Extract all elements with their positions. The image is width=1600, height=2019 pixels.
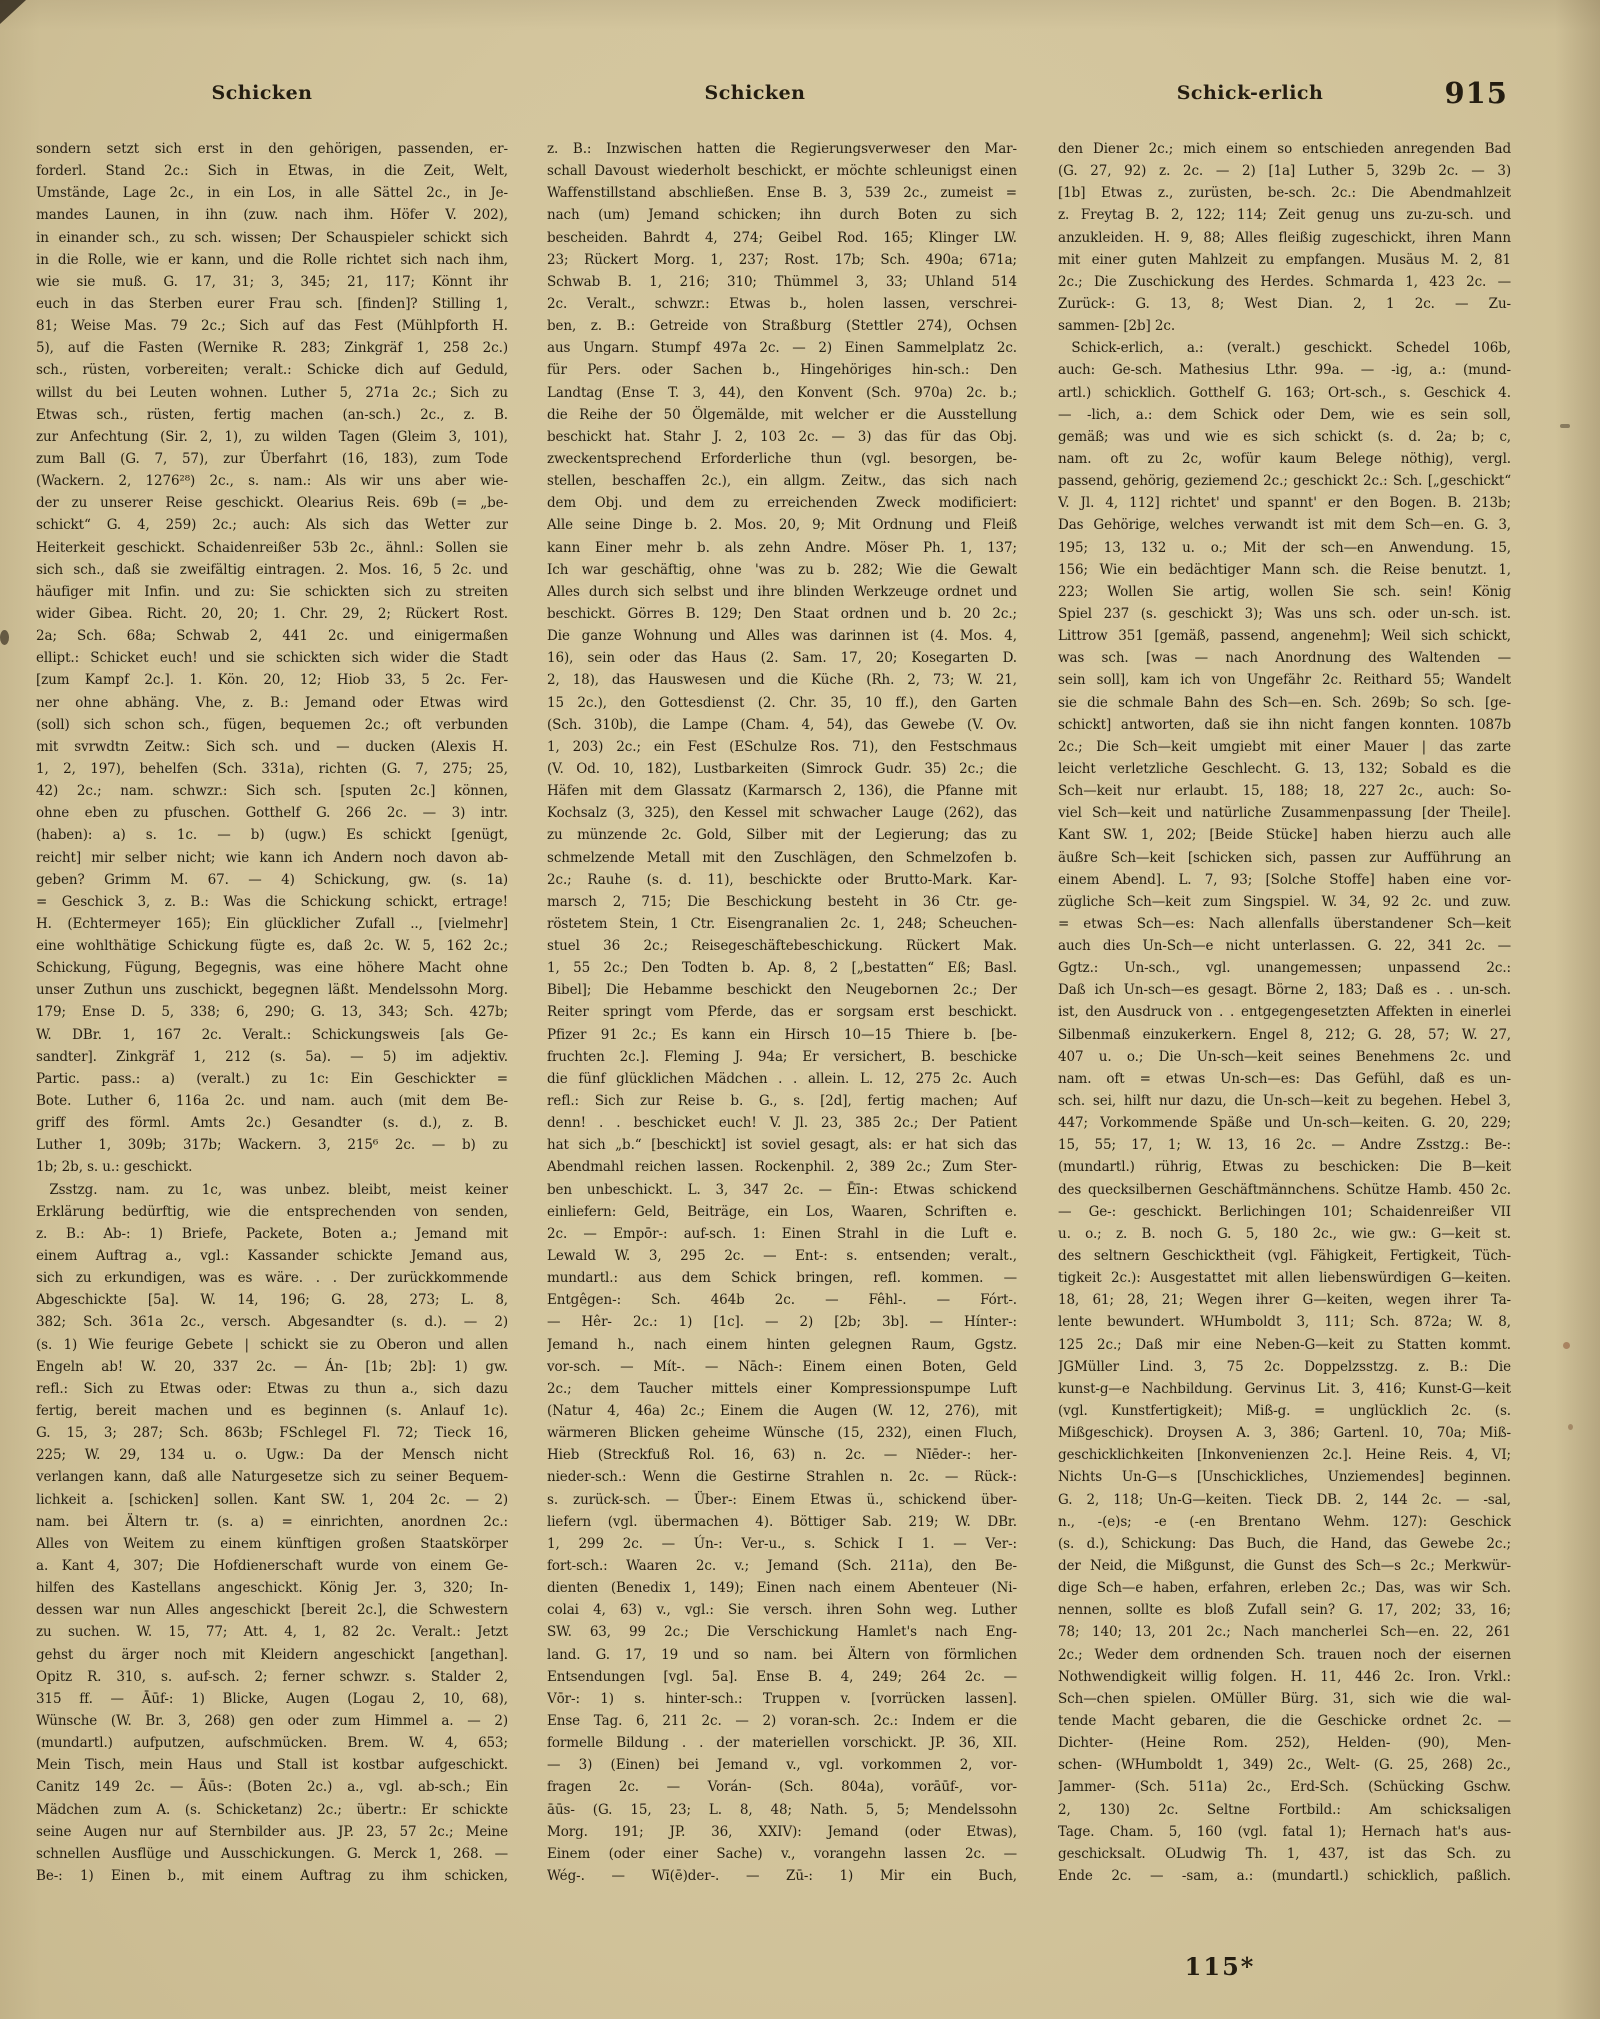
text-line: geschicksalt. OLudwig Th. 1, 437, ist das Sch. zu xyxy=(1058,1845,1511,1862)
text-line: nam. oft = etwas Un-sch—es: Das Gefühl, daß es un- xyxy=(1058,1070,1511,1087)
text-line: nam. oft zu 2c, wofür kaum Belege nöthig), vergl. xyxy=(1058,450,1511,467)
text-line: Schickung, Fügung, Begegnis, was eine höhere Macht ohne xyxy=(36,960,508,977)
text-line: ist, den Ausdruck von . . entgegengesetzten Affekten in einerlei xyxy=(1058,1004,1511,1021)
text-line: Mädchen zum A. (s. Schicketanz) 2c.; übertr.: Er schickte xyxy=(36,1801,508,1818)
scan-corner-smudge xyxy=(0,0,26,24)
text-line: vor-sch. — Mít-. — Nāch-: Einem einen Boten, Geld xyxy=(547,1358,1017,1375)
text-line: zum Ball (G. 7, 57), zur Überfahrt (16, 183), zum Tode xyxy=(36,450,508,467)
text-line: Lewald W. 3, 295 2c. — Ent-: s. entsenden; veralt., xyxy=(547,1248,1017,1265)
text-line: s. zurück-sch. — Über-: Einem Etwas ü., schickend über- xyxy=(547,1491,1017,1508)
text-line: beschickt. Görres B. 129; Den Staat ordnen und b. 20 2c.; xyxy=(547,605,1017,622)
text-line: die Reihe der 50 Ölgemälde, mit welcher er die Ausstellung xyxy=(547,406,1017,423)
text-line: 2c. Veralt., schwzr.: Etwas b., holen lassen, verschrei- xyxy=(547,295,1017,312)
text-line: Entgêgen-: Sch. 464b 2c. — Fêhl-. — Fórt-. xyxy=(547,1292,1017,1309)
text-line: den Diener 2c.; mich einem so entschieden anregenden Bad xyxy=(1058,141,1511,157)
text-line: hilfen des Kastellans angeschickt. König Jer. 3, 320; In- xyxy=(36,1580,508,1597)
text-line: = etwas Sch—es: Nach allenfalls überstandener Sch—keit xyxy=(1058,915,1511,932)
text-line: sch., rüsten, vorbereiten; veralt.: Schicke dich auf Geduld, xyxy=(36,362,508,379)
text-line: Wég-. — Wī(ē)der-. — Zū-: 1) Mir ein Buch, xyxy=(547,1867,1017,1884)
text-line: zügliche Sch—keit zum Singspiel. W. 34, 92 2c. und zuw. xyxy=(1058,893,1511,910)
ink-spot xyxy=(1560,424,1570,428)
text-line: 125 2c.; Daß mir eine Neben-G—keit zu Statten kommt. xyxy=(1058,1336,1511,1353)
dictionary-column-2 xyxy=(547,138,1017,1894)
text-line: Dichter- (Heine Rom. 252), Helden- (90), Men- xyxy=(1058,1735,1511,1752)
text-line: 42) 2c.; nam. schwzr.: Sich sch. [sputen 2c.] können, xyxy=(36,783,508,800)
text-line: (Natur 4, 46a) 2c.; Einem die Augen (W. 12, 276), mit xyxy=(547,1403,1017,1420)
text-line: des seltnern Geschicktheit (vgl. Fähigkeit, Fertigkeit, Tüch- xyxy=(1058,1248,1511,1265)
text-line: = Geschick 3, z. B.: Was die Schickung schickt, ertrage! xyxy=(36,893,508,910)
text-line: Daß ich Un-sch—es gesagt. Börne 2, 183; Daß es . . un-sch. xyxy=(1058,982,1511,999)
text-line: Einem (oder einer Sache) v., vorangehn lassen 2c. — xyxy=(547,1845,1017,1862)
text-line: land. G. 17, 19 und so nam. bei Ältern von förmlichen xyxy=(547,1646,1017,1663)
text-line: Umstände, Lage 2c., in ein Los, in alle Sättel 2c., in Je- xyxy=(36,185,508,202)
text-line: formelle Bildung . . der materiellen vorschickt. JP. 36, XII. xyxy=(547,1735,1017,1752)
text-line: mundartl.: aus dem Schick bringen, refl. kommen. — xyxy=(547,1270,1017,1287)
text-line: 2, 18), das Hauswesen und die Küche (Rh. 2, 73; W. 21, xyxy=(547,672,1017,689)
page-number: 915 xyxy=(1444,76,1508,110)
text-line: lichkeit a. [schicken] sollen. Kant SW. 1, 204 2c. — 2) xyxy=(36,1491,508,1508)
text-line: — -lich, a.: dem Schick oder Dem, wie es sein soll, xyxy=(1058,406,1511,423)
text-line: hat sich „b.“ [beschickt] ist soviel gesagt, als: er hat sich das xyxy=(547,1137,1017,1154)
text-line: Littrow 351 [gemäß, passend, angenehm]; Weil sich schickt, xyxy=(1058,628,1511,645)
text-line: reicht] mir selber nicht; wie kann ich Andern noch davon ab- xyxy=(36,849,508,866)
text-line: Opitz R. 310, s. auf-sch. 2; ferner schwzr. s. Stalder 2, xyxy=(36,1668,508,1685)
text-line: tende Macht gebaren, die die Geschicke ordnet 2c. — xyxy=(1058,1712,1511,1729)
text-line: Schick-erlich, a.: (veralt.) geschickt. Schedel 106b, xyxy=(1058,340,1511,357)
text-line: Spiel 237 (s. geschickt 3); Was uns sch. oder un-sch. ist. xyxy=(1058,605,1511,622)
text-line: röstetem Stein, 1 Ctr. Eisengranalien 2c. 1, 248; Scheuchen- xyxy=(547,915,1017,932)
text-line: Ich war geschäftig, ohne 'was zu b. 282; Wie die Gewalt xyxy=(547,561,1017,578)
text-line: 23; Rückert Morg. 1, 237; Rost. 17b; Sch. 490a; 671a; xyxy=(547,251,1017,268)
text-line: Ende 2c. — -sam, a.: (mundartl.) schicklich, paßlich. xyxy=(1058,1867,1511,1884)
text-line: Sch—keit nur erlaubt. 15, 188; 18, 227 2c., auch: So- xyxy=(1058,783,1511,800)
text-line: Alle seine Dinge b. 2. Mos. 20, 9; Mit Ordnung und Fleiß xyxy=(547,517,1017,534)
text-line: Bote. Luther 6, 116a 2c. und nam. auch (mit dem Be- xyxy=(36,1093,508,1110)
text-line: einem Abend]. L. 7, 93; [Solche Stoffe] haben eine vor- xyxy=(1058,871,1511,888)
dictionary-column-3 xyxy=(1058,138,1511,1894)
text-line: sie die schmale Bahn des Sch—en. Sch. 269b; So sch. [ge- xyxy=(1058,694,1511,711)
text-line: Waffenstillstand abschließen. Ense B. 3, 539 2c., zumeist = xyxy=(547,185,1017,202)
text-line: Entsendungen [vgl. 5a]. Ense B. 4, 249; 264 2c. — xyxy=(547,1668,1017,1685)
text-line: ben unbeschickt. L. 3, 347 2c. — Ēīn-: Etwas schickend xyxy=(547,1181,1017,1198)
text-line: Ggtz.: Un-sch., vgl. unangemessen; unpassend 2c.: xyxy=(1058,960,1511,977)
text-line: — 3) (Einen) bei Jemand v., vgl. vorkommen 2, vor- xyxy=(547,1757,1017,1774)
text-line: V. Jl. 4, 112] richtet' und spannt' er den Bogen. B. 213b; xyxy=(1058,495,1511,512)
text-line: Tage. Cham. 5, 160 (vgl. fatal 1); Hernach hat's aus- xyxy=(1058,1823,1511,1840)
text-line: mandes Launen, in ihn (zuw. nach ihm. Höfer V. 202), xyxy=(36,207,508,224)
text-line: 2c.; Rauhe (s. d. 11), beschickte oder Brutto-Mark. Kar- xyxy=(547,871,1017,888)
text-line: [1b] Etwas z., zurüsten, be-sch. 2c.: Die Abendmahlzeit xyxy=(1058,185,1511,202)
text-line: H. (Echtermeyer 165); Ein glücklicher Zufall .., [vielmehr] xyxy=(36,915,508,932)
text-line: in die Rolle, wie er kann, und die Rolle richtet sich nach ihm, xyxy=(36,251,508,268)
text-line: schickt] antworten, daß sie ihn nicht fangen konnten. 1087b xyxy=(1058,716,1511,733)
text-line: was sch. [was — nach Anordnung des Waltenden — xyxy=(1058,650,1511,667)
text-line: a. Kant 4, 307; Die Hofdienerschaft wurde von einem Ge- xyxy=(36,1558,508,1574)
text-line: 1b; 2b, s. u.: geschickt. xyxy=(36,1159,193,1176)
text-line: u. o.; z. B. noch G. 5, 180 2c., wie gw.: G—keit st. xyxy=(1058,1225,1511,1242)
text-line: stellen, beschaffen 2c.), ein allgm. Zeitw., das sich nach xyxy=(547,473,1017,490)
text-line: viel Sch—keit und natürliche Zusammenpassung [der Theile]. xyxy=(1058,805,1511,822)
text-line: nach (um) Jemand schicken; ihn durch Boten zu sich xyxy=(547,207,1017,224)
text-line: n., -(e)s; -e (-en Brentano Wehm. 127): Geschick xyxy=(1058,1513,1511,1530)
text-line: (Wackern. 2, 1276²⁸) 2c., s. nam.: Als wir uns aber wie- xyxy=(36,473,508,490)
text-line: Jemand h., nach einem hinten gelegnen Raum, Ggstz. xyxy=(547,1336,1017,1353)
text-line: Alles durch sich selbst und ihre blinden Werkzeuge ordnet und xyxy=(547,583,1017,600)
text-line: die fünf glücklichen Mädchen . . allein. L. 12, 275 2c. Auch xyxy=(547,1070,1017,1087)
text-line: 1, 55 2c.; Den Todten b. Ap. 8, 2 [„bestatten“ Eß; Basl. xyxy=(547,960,1017,977)
text-line: kann Einer mehr b. als zehn Andre. Möser Ph. 1, 137; xyxy=(547,539,1017,556)
text-line: refl.: Sich zur Reise b. G., s. [2d], fertig machen; Auf xyxy=(547,1093,1017,1110)
text-line: für Pers. oder Sachen b., Hingehöriges hin-sch.: Den xyxy=(547,362,1017,379)
text-line: 16), sein oder das Haus (2. Sam. 17, 20; Kosegarten D. xyxy=(547,650,1017,667)
text-line: z. Freytag B. 2, 122; 114; Zeit genug uns zu-zu-sch. und xyxy=(1058,207,1511,224)
text-line: Bibel]; Die Hebamme beschickt den Neugebornen 2c.; Der xyxy=(547,982,1017,999)
text-line: JGMüller Lind. 3, 75 2c. Doppelzsstzg. z. B.: Die xyxy=(1058,1358,1511,1375)
text-line: Partic. pass.: a) (veralt.) zu 1c: Ein Geschickter = xyxy=(36,1070,508,1087)
text-line: unser Zuthun uns zuschickt, begegnen läßt. Mendelssohn Morg. xyxy=(36,982,508,999)
text-line: 179; Ense D. 5, 338; 6, 290; G. 13, 343; Sch. 427b; xyxy=(36,1004,508,1021)
text-line: der Neid, die Mißgunst, die Gunst des Sch—s 2c.; Merkwür- xyxy=(1058,1558,1511,1574)
text-line: (s. 1) Wie feurige Gebete | schickt sie zu Oberon und allen xyxy=(36,1336,508,1353)
text-line: Das Gehörige, welches verwandt ist mit dem Sch—en. G. 3, xyxy=(1058,517,1511,534)
text-line: 81; Weise Mas. 79 2c.; Sich auf das Fest (Mühlpforth H. xyxy=(36,318,508,335)
text-line: gehst du ärger noch mit Kleidern angeschickt [angethan]. xyxy=(36,1646,508,1663)
text-line: — Hêr- 2c.: 1) [1c]. — 2) [2b; 3b]. — Hínter-: xyxy=(547,1314,1017,1331)
text-line: Mein Tisch, mein Haus und Stall ist kostbar aufgeschickt. xyxy=(36,1757,508,1774)
text-line: colai 4, 63) v., vgl.: Sie versch. ihren Sohn weg. Luther xyxy=(547,1602,1017,1619)
text-line: sich zu erkundigen, was es wäre. . . Der zurückkommende xyxy=(36,1270,508,1287)
text-line: ellipt.: Schicket euch! und sie schickten sich wider die Stadt xyxy=(36,650,508,667)
text-line: mit svrwdtn Zeitw.: Sich sch. und — ducken (Alexis H. xyxy=(36,738,508,755)
ink-spot xyxy=(1563,1342,1570,1349)
text-line: Nichts Un-G—s [Unschickliches, Unziemendes] beginnen. xyxy=(1058,1469,1511,1486)
text-line: 407 u. o.; Die Un-sch—keit seines Benehmens 2c. und xyxy=(1058,1048,1511,1065)
text-line: dem Obj. und dem zu erreichenden Zweck modificiert: xyxy=(547,495,1017,512)
text-line: sandter]. Zinkgräf 1, 212 (s. 5a). — 5) im adjektiv. xyxy=(36,1048,508,1065)
text-line: zweckentsprechend Erforderliche thun (vgl. besorgen, be- xyxy=(547,450,1017,467)
running-head-left: Schicken xyxy=(211,82,313,104)
text-line: 15 2c.), den Gottesdienst (2. Chr. 35, 10 ff.), den Garten xyxy=(547,694,1017,711)
text-line: 447; Vorkommende Späße und Un-sch—keiten. G. 20, 229; xyxy=(1058,1115,1511,1132)
text-line: Erklärung bedürftig, wie die entsprechenden von senden, xyxy=(36,1203,508,1220)
text-line: ben, z. B.: Getreide von Straßburg (Stettler 274), Ochsen xyxy=(547,318,1017,335)
text-line: geben? Grimm M. 67. — 4) Schickung, gw. (s. 1a) xyxy=(36,871,508,888)
text-line: lente bewundert. WHumboldt 3, 111; Sch. 872a; W. 8, xyxy=(1058,1314,1511,1331)
text-line: Be-: 1) Einen b., mit einem Auftrag zu ihm schicken, xyxy=(36,1867,508,1884)
text-line: mit einer guten Mahlzeit zu empfangen. Musäus M. 2, 81 xyxy=(1058,251,1511,268)
text-line: 1, 203) 2c.; ein Fest (ESchulze Ros. 71), den Festschmaus xyxy=(547,738,1017,755)
text-line: Morg. 191; JP. 36, XXIV): Jemand (oder Etwas), xyxy=(547,1823,1017,1840)
text-line: auch dies Un-Sch—e nicht unterlassen. G. 22, 341 2c. — xyxy=(1058,938,1511,955)
text-line: geschicklichkeiten [Inkonvenienzen 2c.]. Heine Reis. 4, VI; xyxy=(1058,1447,1511,1464)
text-line: fragen 2c. — Vorán- (Sch. 804a), vorāūf-, vor- xyxy=(547,1779,1017,1796)
text-line: Jammer- (Sch. 511a) 2c., Erd-Sch. (Schücking Gschw. xyxy=(1058,1779,1511,1796)
text-line: artl.) schicklich. Gotthelf G. 163; Ort-sch., s. Geschick 4. xyxy=(1058,384,1511,401)
text-line: griff des förml. Amts 2c.) Gesandter (s. d.), z. B. xyxy=(36,1115,508,1132)
text-line: 1, 299 2c. — Ún-: Ver-u., s. Schick I 1. — Ver-: xyxy=(547,1535,1017,1552)
text-line: 382; Sch. 361a 2c., versch. Abgesandter (s. d.). — 2) xyxy=(36,1314,508,1331)
text-line: 18, 61; 28, 21; Wegen ihrer G—keiten, wegen ihrer Ta- xyxy=(1058,1292,1511,1309)
text-line: 225; W. 29, 134 u. o. Ugw.: Da der Mensch nicht xyxy=(36,1447,508,1464)
text-line: liefern (vgl. übermachen 4). Böttiger Sab. 219; W. DBr. xyxy=(547,1513,1017,1530)
text-line: schnellen Ausflüge und Ausschickungen. G. Merck 1, 268. — xyxy=(36,1845,508,1862)
text-line: schall Davoust wiederholt beschickt, er möchte schleunigst einen xyxy=(547,163,1017,180)
text-line: kunst-g—e Nachbildung. Gervinus Lit. 3, 416; Kunst-G—keit xyxy=(1058,1380,1511,1397)
text-line: sein soll], kam ich von Ungefähr 2c. Reithard 55; Wandelt xyxy=(1058,672,1511,689)
text-line: Silbenmaß einzukerkern. Engel 8, 212; G. 28, 57; W. 27, xyxy=(1058,1026,1511,1043)
text-line: Ense Tag. 6, 211 2c. — 2) voran-sch. 2c.: Indem er die xyxy=(547,1712,1017,1729)
text-line: (mundartl.) rührig, Etwas zu beschicken: Die B—keit xyxy=(1058,1159,1511,1176)
text-line: 78; 140; 13, 201 2c.; Nach mancherlei Sch—en. 22, 261 xyxy=(1058,1624,1511,1641)
text-line: fort-sch.: Waaren 2c. v.; Jemand (Sch. 211a), den Be- xyxy=(547,1558,1017,1574)
text-line: gemäß; was und wie es sich schickt (s. d. 2a; b; c, xyxy=(1058,428,1511,445)
text-line: 195; 13, 132 u. o.; Mit der sch—en Anwendung. 15, xyxy=(1058,539,1511,556)
text-line: Reiter springt vom Pferde, das er sorgsam erst beschickt. xyxy=(547,1004,1017,1021)
text-line: Heiterkeit geschickt. Schaidenreißer 53b 2c., ähnl.: Sollen sie xyxy=(36,539,508,556)
text-line: Hieb (Streckfuß Rol. 16, 63) n. 2c. — Nīēder-: her- xyxy=(547,1447,1017,1464)
text-line: Wünsche (W. Br. 3, 268) gen oder zum Himmel a. — 2) xyxy=(36,1712,508,1729)
text-line: Abendmahl reichen lassen. Rockenphil. 2, 389 2c.; Zum Ster- xyxy=(547,1159,1017,1176)
text-line: Nothwendigkeit willig folgen. H. 11, 446 2c. Iron. Vrkl.: xyxy=(1058,1668,1511,1685)
dictionary-column-1 xyxy=(36,138,508,1894)
text-line: in einander sch., zu sch. wissen; Der Schauspieler schickt sich xyxy=(36,229,508,246)
text-line: Häfen mit dem Glassatz (Karmarsch 2, 136), die Pfanne mit xyxy=(547,783,1017,800)
text-line: 1, 2, 197), behelfen (Sch. 331a), richten (G. 7, 275; 25, xyxy=(36,760,508,777)
text-line: Etwas sch., rüsten, fertig machen (an-sch.) 2c., z. B. xyxy=(36,406,508,423)
ink-spot xyxy=(0,630,9,645)
text-line: 2a; Sch. 68a; Schwab 2, 441 2c. und einigermaßen xyxy=(36,628,508,645)
text-line: marsch 2, 715; Die Beschickung besteht in 36 Ctr. ge- xyxy=(547,893,1017,910)
text-line: dige Sch—e haben, erfahren, erleben 2c.; Das, was wir Sch. xyxy=(1058,1580,1511,1597)
text-line: Alles von Weitem zu einem künftigen großen Staatskörper xyxy=(36,1535,508,1552)
text-line: Vōr-: 1) s. hinter-sch.: Truppen v. [vorrücken lassen]. xyxy=(547,1690,1017,1707)
text-line: der zu unserer Reise geschickt. Olearius Reis. 69b (= „be- xyxy=(36,495,508,512)
text-line: Mißgeschick). Droysen A. 3, 386; Gartenl. 10, 70a; Miß- xyxy=(1058,1425,1511,1442)
signature-mark: 115* xyxy=(1184,1952,1256,1981)
text-line: z. B.: Inzwischen hatten die Regierungsverweser den Mar- xyxy=(547,141,1017,157)
text-line: fruchten 2c.]. Fleming J. 94a; Er versichert, B. beschicke xyxy=(547,1048,1017,1065)
text-line: (s. d.), Schickung: Das Buch, die Hand, das Gewebe 2c.; xyxy=(1058,1535,1511,1552)
text-line: zur Anfechtung (Sir. 2, 1), zu wilden Tagen (Gleim 3, 101), xyxy=(36,428,508,445)
text-line: wie sie muß. G. 17, 31; 3, 345; 21, 117; Könnt ihr xyxy=(36,273,508,290)
text-line: nieder-sch.: Wenn die Gestirne Strahlen n. 2c. — Rück-: xyxy=(547,1469,1017,1486)
ink-spot xyxy=(1568,1424,1573,1430)
text-line: anzukleiden. H. 9, 88; Alles fleißig zugeschickt, ihren Mann xyxy=(1058,229,1511,246)
text-line: 2, 130) 2c. Seltne Fortbild.: Am schicksaligen xyxy=(1058,1801,1511,1818)
text-line: leicht verletzliche Geschlecht. G. 13, 132; Sobald es die xyxy=(1058,760,1511,777)
text-line: Die ganze Wohnung und Alles was darinnen ist (4. Mos. 4, xyxy=(547,628,1017,645)
text-line: Luther 1, 309b; 317b; Wackern. 3, 215⁶ 2c. — b) zu xyxy=(36,1137,508,1154)
text-line: dessen war nun Alles angeschickt [bereit 2c.], die Schwestern xyxy=(36,1602,508,1619)
text-line: stuel 36 2c.; Reisegeschäftebeschickung. Rückert Mak. xyxy=(547,938,1017,955)
text-line: (G. 27, 92) z. 2c. — 2) [1a] Luther 5, 329b 2c. — 3) xyxy=(1058,163,1511,180)
text-line: aus Ungarn. Stumpf 497a 2c. — 2) Einen Sammelplatz 2c. xyxy=(547,340,1017,357)
text-line: Canitz 149 2c. — Āūs-: (Boten 2c.) a., vgl. ab-sch.; Ein xyxy=(36,1779,508,1796)
text-line: 223; Wollen Sie artig, wollen Sie sch. sein! König xyxy=(1058,583,1511,600)
text-line: willst du bei Leuten wohnen. Luther 5, 271a 2c.; Sich zu xyxy=(36,384,508,401)
text-line: Kant SW. 1, 202; [Beide Stücke] haben hierzu auch alle xyxy=(1058,827,1511,844)
text-line: denn! . . beschicket euch! V. Jl. 23, 385 2c.; Der Patient xyxy=(547,1115,1017,1132)
text-line: z. B.: Ab-: 1) Briefe, Packete, Boten a.; Jemand mit xyxy=(36,1225,508,1242)
text-line: eine wohlthätige Schickung fügte es, daß 2c. W. 5, 162 2c.; xyxy=(36,938,508,955)
text-line: Schwab B. 1, 216; 310; Thümmel 3, 33; Uhland 514 xyxy=(547,273,1017,290)
text-line: sondern setzt sich erst in den gehörigen, passenden, er- xyxy=(36,141,508,157)
text-line: nam. bei Ältern tr. (s. a) = einrichten, anordnen 2c.: xyxy=(36,1513,508,1530)
text-line: ohne eben zu pfuschen. Gotthelf G. 266 2c. — 3) intr. xyxy=(36,805,508,822)
text-line: schmelzende Metall mit den Zuschlägen, den Schmelzofen b. xyxy=(547,849,1017,866)
text-line: Kochsalz (3, 325), den Kessel mit schwacher Lauge (262), das xyxy=(547,805,1017,822)
text-line: G. 15, 3; 287; Sch. 863b; FSchlegel Fl. 72; Tieck 16, xyxy=(36,1425,508,1442)
text-line: forderl. Stand 2c.: Sich in Etwas, in die Zeit, Welt, xyxy=(36,163,508,180)
text-line: 315 ff. — Āūf-: 1) Blicke, Augen (Logau 2, 10, 68), xyxy=(36,1690,508,1707)
text-line: zu münzende 2c. Gold, Silber mit der Legierung; das zu xyxy=(547,827,1017,844)
text-line: (vgl. Kunstfertigkeit); Miß-g. = unglücklich 2c. (s. xyxy=(1058,1403,1511,1420)
text-line: 2c.; Weder dem ordnenden Sch. trauen noch der eisernen xyxy=(1058,1646,1511,1663)
text-line: tigkeit 2c.): Ausgestattet mit allen liebenswürdigen G—keiten. xyxy=(1058,1270,1511,1287)
text-line: (haben): a) s. 1c. — b) (ugw.) Es schickt [genügt, xyxy=(36,827,508,844)
text-line: Landtag (Ense T. 3, 44), den Konvent (Sch. 970a) 2c. b.; xyxy=(547,384,1017,401)
text-line: refl.: Sich zu Etwas oder: Etwas zu thun a., sich dazu xyxy=(36,1380,508,1397)
text-line: (Sch. 310b), die Lampe (Cham. 4, 54), das Gewebe (V. Ov. xyxy=(547,716,1017,733)
text-line: auch: Ge-sch. Mathesius Lthr. 99a. — -ig, a.: (mund- xyxy=(1058,362,1511,379)
text-line: dienten (Benedix 1, 149); Einen nach einem Abenteuer (Ni- xyxy=(547,1580,1017,1597)
text-line: Sch—chen spielen. OMüller Bürg. 31, sich wie die wal- xyxy=(1058,1690,1511,1707)
running-head-center: Schicken xyxy=(704,82,806,104)
text-line: Zsstzg. nam. zu 1c, was unbez. bleibt, meist keiner xyxy=(36,1181,508,1198)
text-line: häufiger mit Infin. und zu: Sie schickten sich zu streiten xyxy=(36,583,508,600)
text-line: Engeln ab! W. 20, 337 2c. — Án- [1b; 2b]: 1) gw. xyxy=(36,1358,508,1375)
text-line: 2c. — Empōr-: auf-sch. 1: Einen Strahl in die Luft e. xyxy=(547,1225,1017,1242)
text-line: schen- (WHumboldt 1, 349) 2c., Welt- (G. 25, 268) 2c., xyxy=(1058,1757,1511,1774)
text-line: [zum Kampf 2c.]. 1. Kön. 20, 12; Hiob 33, 5 2c. Fer- xyxy=(36,672,508,689)
text-line: 156; Wie ein bedächtiger Mann sch. die Reise benutzt. 1, xyxy=(1058,561,1511,578)
text-line: schickt“ G. 4, 259) 2c.; auch: Als sich das Wetter zur xyxy=(36,517,508,534)
text-line: (V. Od. 10, 182), Lustbarkeiten (Simrock Gudr. 35) 2c.; die xyxy=(547,760,1017,777)
running-head-right: Schick-erlich xyxy=(1176,82,1324,104)
text-line: bescheiden. Bahrdt 4, 274; Geibel Rod. 165; Klinger LW. xyxy=(547,229,1017,246)
text-line: 2c.; Die Zuschickung des Herdes. Schmarda 1, 423 2c. — xyxy=(1058,273,1511,290)
text-line: ner ohne abhäng. Vhe, z. B.: Jemand oder Etwas wird xyxy=(36,694,508,711)
text-line: 2c.; dem Taucher mittels einer Kompressionspumpe Luft xyxy=(547,1380,1017,1397)
text-line: zu suchen. W. 15, 77; Att. 4, 1, 82 2c. Veralt.: Jetzt xyxy=(36,1624,508,1641)
text-line: wider Gibea. Richt. 20, 20; 1. Chr. 29, 2; Rückert Rost. xyxy=(36,605,508,622)
text-line: des quecksilbernen Geschäftmännchens. Schütze Hamb. 450 2c. xyxy=(1058,1181,1511,1198)
text-line: wärmeren Blicken geheime Wünsche (15, 232), einen Fluch, xyxy=(547,1425,1017,1442)
text-line: W. DBr. 1, 167 2c. Veralt.: Schickungsweis [als Ge- xyxy=(36,1026,508,1043)
text-line: SW. 63, 99 2c.; Die Verschickung Hamlet's nach Eng- xyxy=(547,1624,1017,1641)
text-line: äußre Sch—keit [schicken sich, passen zur Aufführung an xyxy=(1058,849,1511,866)
text-line: verlangen kann, daß alle Naturgesetze sich zu seiner Bequem- xyxy=(36,1469,508,1486)
text-line: Pfizer 91 2c.; Es kann ein Hirsch 10—15 Thiere b. [be- xyxy=(547,1026,1017,1043)
text-line: sch. sei, hilft nur dazu, die Un-sch—keit zu begehen. Hebel 3, xyxy=(1058,1093,1511,1110)
text-line: 5), auf die Fasten (Wernike R. 283; Zinkgräf 1, 258 2c.) xyxy=(36,340,508,357)
text-line: 2c.; Die Sch—keit umgiebt mit einer Mauer | das zarte xyxy=(1058,738,1511,755)
text-line: (soll) sich schon sch., fügen, bequemen 2c.; oft verbunden xyxy=(36,716,508,733)
text-line: seine Augen nur auf Sternbilder aus. JP. 23, 57 2c.; Meine xyxy=(36,1823,508,1840)
text-line: sich sch., daß sie zweifältig eintragen. 2. Mos. 16, 5 2c. und xyxy=(36,561,508,578)
text-line: āūs- (G. 15, 23; L. 8, 48; Nath. 5, 5; Mendelssohn xyxy=(547,1801,1017,1818)
text-line: — Ge-: geschickt. Berlichingen 101; Schaidenreißer VII xyxy=(1058,1203,1511,1220)
text-line: beschickt hat. Stahr J. 2, 103 2c. — 3) das für das Obj. xyxy=(547,428,1017,445)
text-line: einem Auftrag a., vgl.: Kassander schickte Jemand aus, xyxy=(36,1248,508,1265)
text-line: Abgeschickte [5a]. W. 14, 196; G. 28, 273; L. 8, xyxy=(36,1292,508,1309)
text-line: fertig, bereit machen und es beginnen (s. Anlauf 1c). xyxy=(36,1403,508,1420)
text-line: nennen, sollte es bloß Zufall sein? G. 17, 202; 33, 16; xyxy=(1058,1602,1511,1619)
text-line: (mundartl.) aufputzen, aufschmücken. Brem. W. 4, 653; xyxy=(36,1735,508,1752)
text-line: euch in das Sterben eurer Frau sch. [finden]? Stilling 1, xyxy=(36,295,508,312)
text-line: 15, 55; 17, 1; W. 13, 16 2c. — Andre Zsstzg.: Be-: xyxy=(1058,1137,1511,1154)
text-line: Zurück-: G. 13, 8; West Dian. 2, 1 2c. — Zu- xyxy=(1058,295,1511,312)
text-line: sammen- [2b] 2c. xyxy=(1058,318,1176,335)
text-line: einliefern: Geld, Beiträge, ein Los, Waaren, Schriften e. xyxy=(547,1203,1017,1220)
text-line: passend, gehörig, geziemend 2c.; geschickt 2c.: Sch. [„geschickt“ xyxy=(1058,473,1511,490)
text-line: G. 2, 118; Un-G—keiten. Tieck DB. 2, 144 2c. — -sal, xyxy=(1058,1491,1511,1508)
